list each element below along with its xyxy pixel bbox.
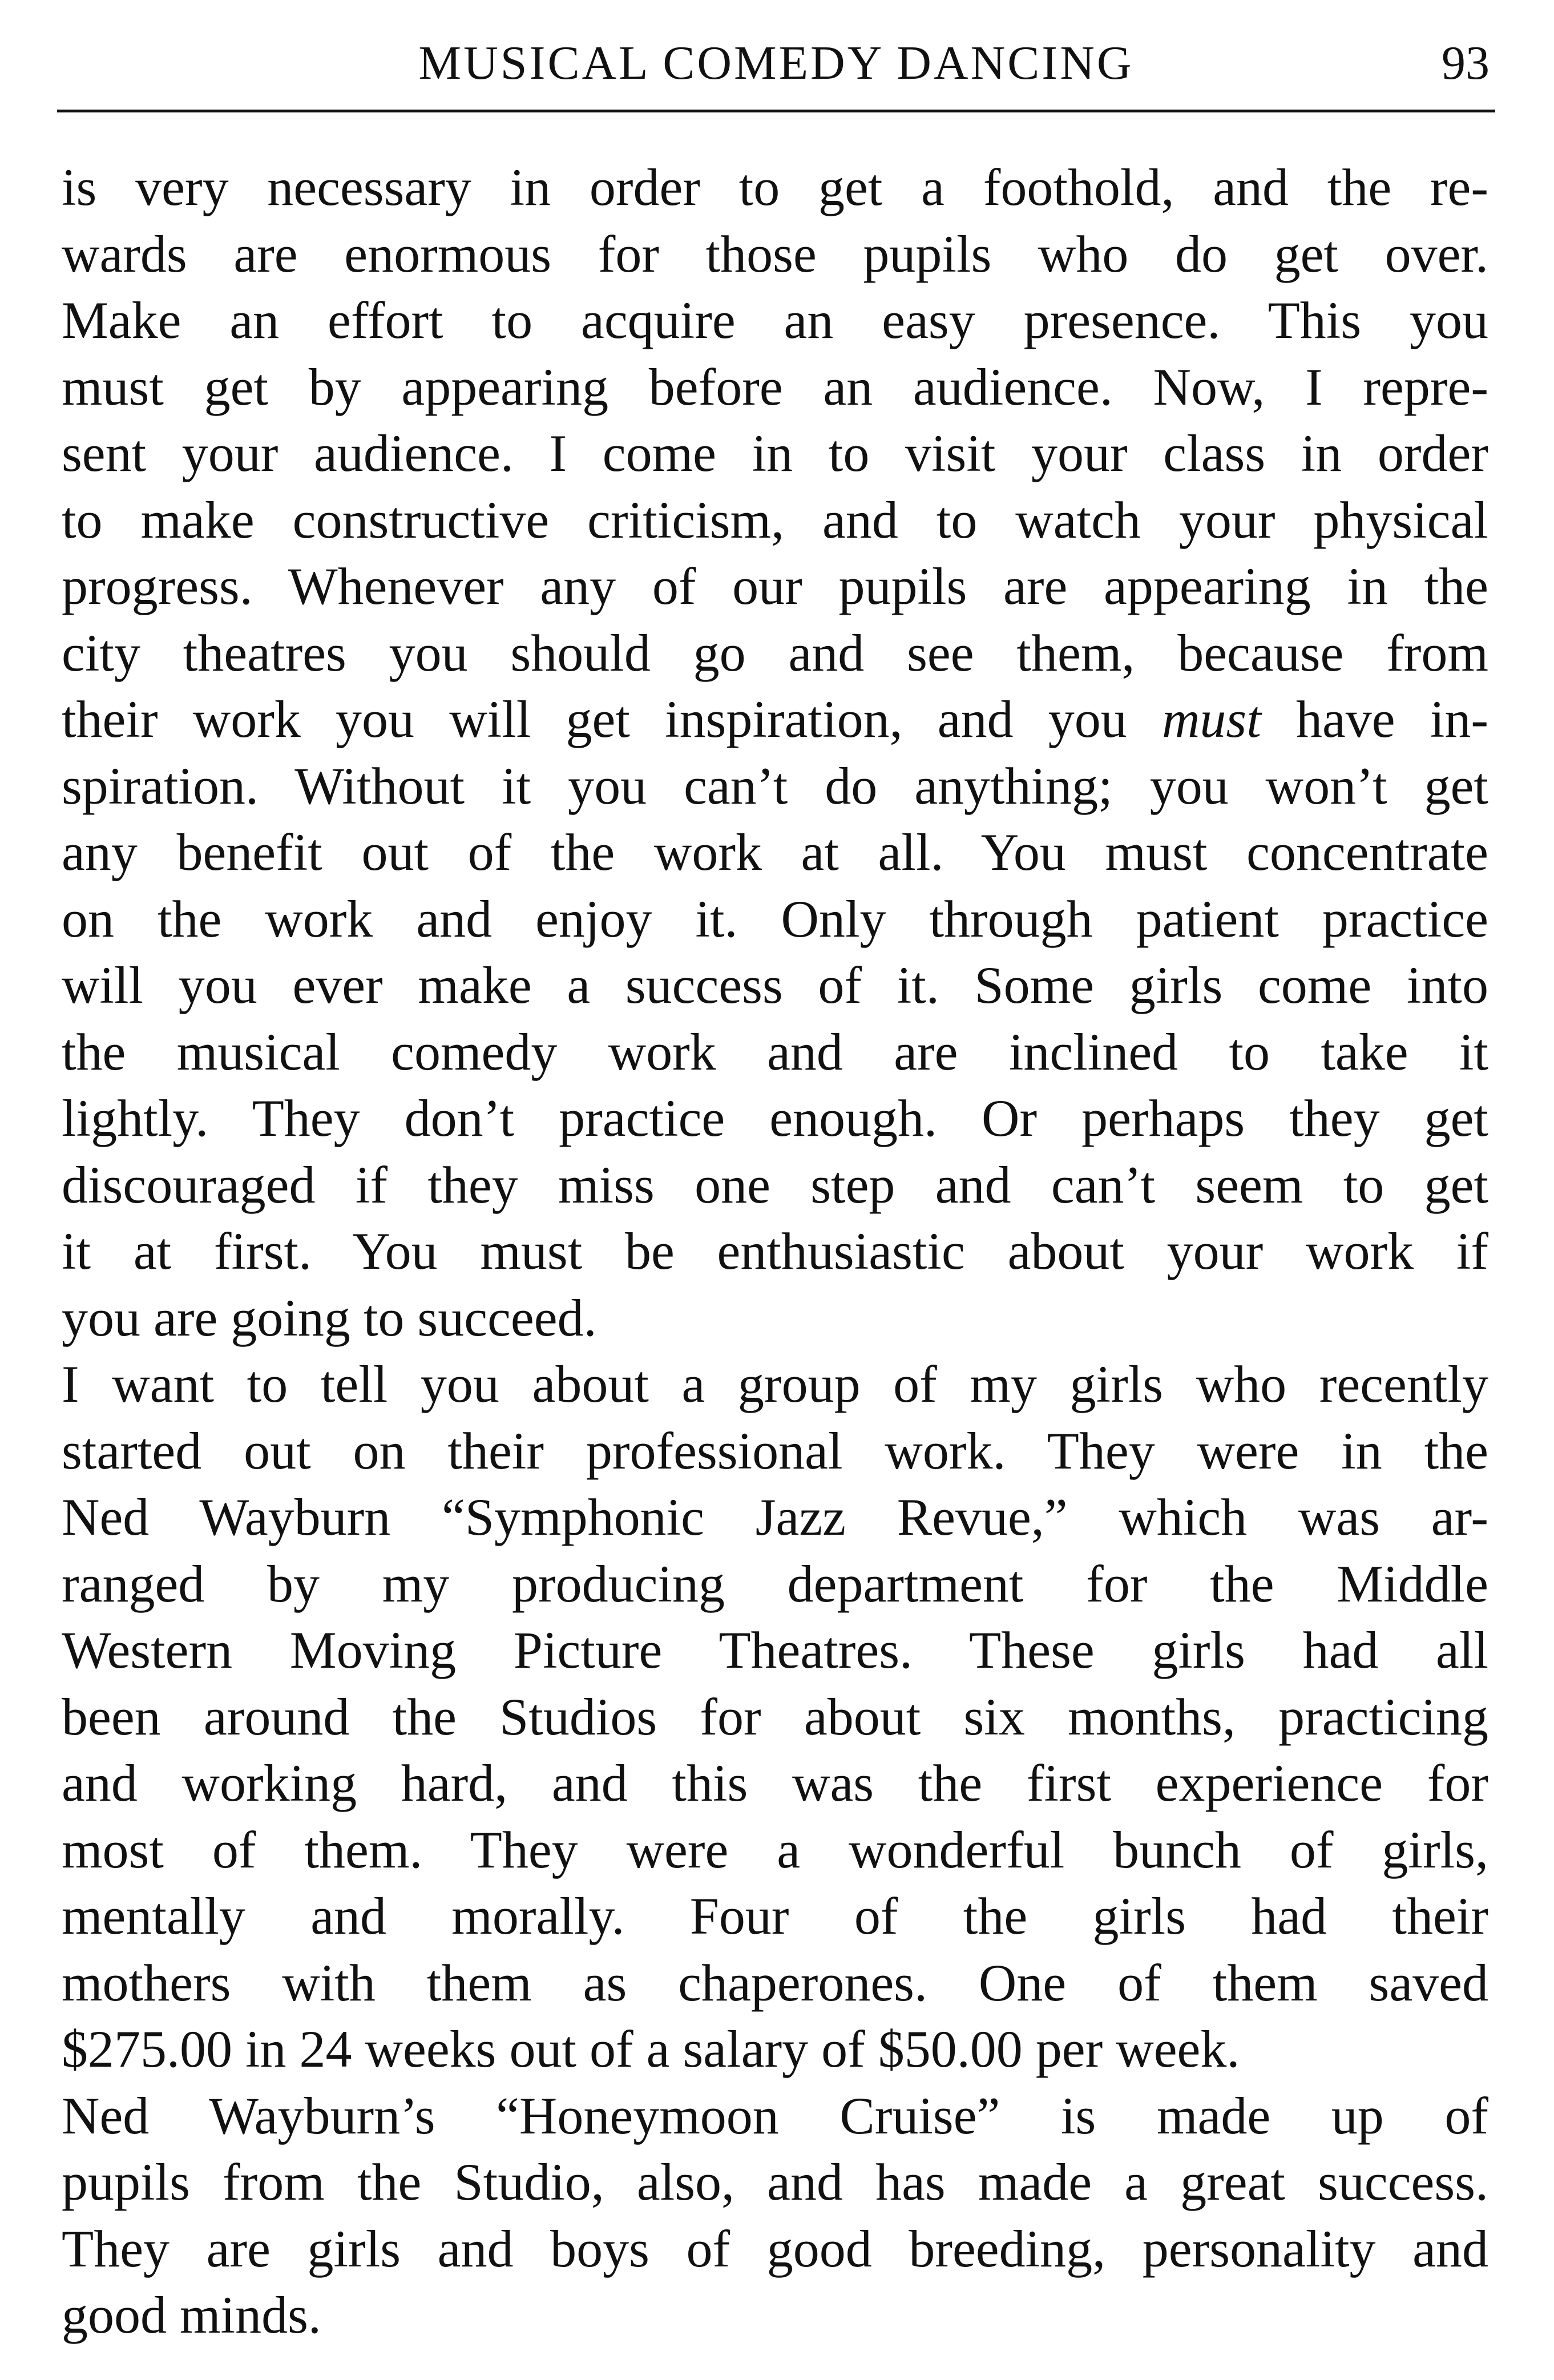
text-line: any benefit out of the work at all. You must concentrate bbox=[62, 823, 1488, 881]
text-line: will you ever make a success of it. Some girls come into bbox=[62, 956, 1488, 1014]
text-line: on the work and enjoy it. Only through patient practice bbox=[62, 889, 1488, 948]
text-line: you are going to succeed. bbox=[62, 1288, 597, 1347]
body-text bbox=[62, 154, 1488, 2349]
text-line: progress. Whenever any of our pupils are appearing in the bbox=[62, 557, 1488, 615]
paragraph-3 bbox=[62, 2083, 1488, 2349]
text-line: Make an effort to acquire an easy presence. This you bbox=[62, 291, 1488, 349]
text-line: pupils from the Studio, also, and has made a great success. bbox=[62, 2153, 1488, 2211]
running-head-title: MUSICAL COMEDY DANCING bbox=[418, 37, 1134, 90]
text-line: most of them. They were a wonderful bunch of girls, bbox=[62, 1820, 1488, 1879]
text-line-with-emphasis bbox=[62, 686, 1488, 753]
text-line: mothers with them as chaperones. One of them saved bbox=[62, 1953, 1488, 2012]
page-number: 93 bbox=[1442, 37, 1490, 90]
text-line: I want to tell you about a group of my girls who recently bbox=[62, 1355, 1488, 1413]
text-line: They are girls and boys of good breeding, personality and bbox=[62, 2219, 1488, 2278]
text-line: Ned Wayburn’s “Honeymoon Cruise” is made up of bbox=[62, 2086, 1488, 2145]
text-line: spiration. Without it you can’t do anything; you won’t get bbox=[62, 756, 1488, 815]
text-line: it at first. You must be enthusiastic about your work if bbox=[62, 1222, 1488, 1280]
text-line: been around the Studios for about six months, practicing bbox=[62, 1687, 1488, 1746]
text-line: must get by appearing before an audience. Now, I repre- bbox=[62, 357, 1488, 416]
text-line: to make constructive criticism, and to watch your physical bbox=[62, 490, 1488, 549]
text-line: sent your audience. I come in to visit your class in order bbox=[62, 424, 1488, 482]
emphasized-word: must bbox=[1161, 690, 1261, 748]
running-head bbox=[57, 27, 1495, 102]
text-line: discouraged if they miss one step and can’t seem to get bbox=[62, 1155, 1488, 1214]
header-rule bbox=[57, 110, 1495, 112]
text-line: $275.00 in 24 weeks out of a salary of $50.00 per week. bbox=[62, 2020, 1240, 2078]
text-line: wards are enormous for those pupils who do get over. bbox=[62, 224, 1488, 283]
text-line: mentally and morally. Four of the girls had their bbox=[62, 1887, 1488, 1945]
text-line: Western Moving Picture Theatres. These girls had all bbox=[62, 1621, 1488, 1679]
text-line: started out on their professional work. They were in the bbox=[62, 1421, 1488, 1480]
text-line: city theatres you should go and see them, because from bbox=[62, 623, 1488, 682]
text-line: is very necessary in order to get a foothold, and the re- bbox=[62, 158, 1488, 216]
text-line: ranged by my producing department for the Middle bbox=[62, 1554, 1488, 1613]
text-line: lightly. They don’t practice enough. Or perhaps they get bbox=[62, 1089, 1488, 1147]
paragraph-2 bbox=[62, 1351, 1488, 2083]
text-line: good minds. bbox=[62, 2286, 321, 2344]
text-segment: have in- bbox=[1261, 690, 1488, 748]
paragraph-1 bbox=[62, 154, 1488, 1351]
text-segment: their work you will get inspiration, and you bbox=[62, 690, 1162, 748]
text-line: the musical comedy work and are inclined to take it bbox=[62, 1022, 1488, 1081]
text-line: Ned Wayburn “Symphonic Jazz Revue,” which was ar- bbox=[62, 1488, 1488, 1546]
text-line: and working hard, and this was the first experience for bbox=[62, 1754, 1488, 1812]
